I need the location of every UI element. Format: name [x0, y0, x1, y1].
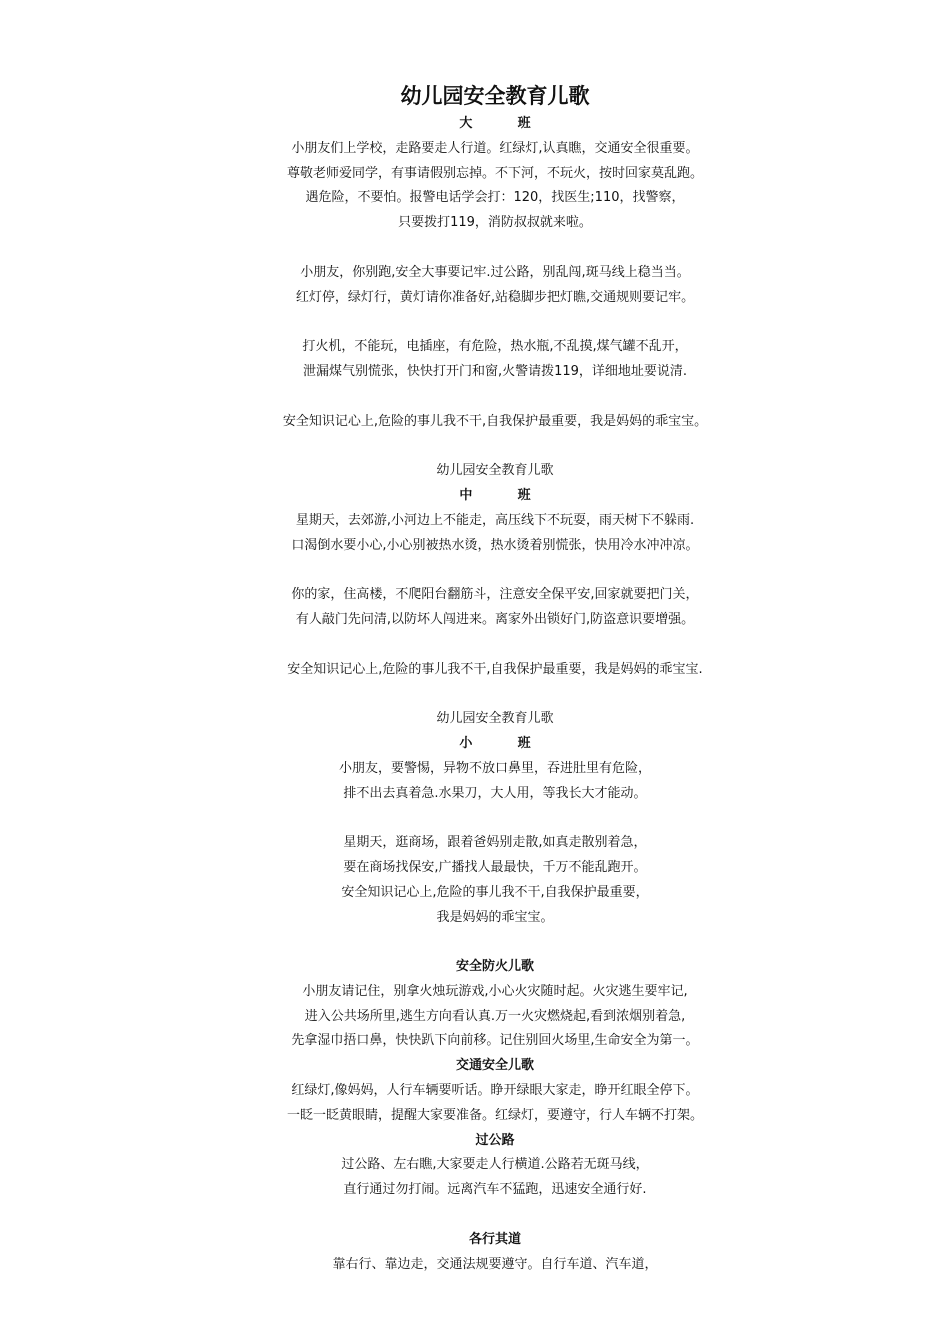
section-heading-traffic: 交通安全儿歌 [455, 1058, 534, 1074]
verse-line: 打火机，不能玩，电插座，有危险，热水瓶,不乱摸,煤气罐不乱开， [302, 339, 688, 355]
verse-line: 泄漏煤气别慌张，快快打开门和窗,火警请拨119，详细地址要说清. [302, 363, 688, 379]
stanza-gap [0, 1203, 950, 1228]
section-heading-lanes: 各行其道 [468, 1231, 521, 1247]
stanza-gap [0, 385, 950, 410]
stanza-gap [0, 682, 950, 707]
stanza-gap [0, 236, 950, 261]
verse-line: 红绿灯,像妈妈，人行车辆要听话。睁开绿眼大家走，睁开红眼全停下。 [291, 1083, 699, 1099]
class-label-large: 大 班 [459, 116, 531, 131]
verse-line: 先拿湿巾捂口鼻，快快趴下向前移。记住别回火场里,生命安全为第一。 [291, 1033, 699, 1049]
stanza-gap [0, 558, 950, 583]
verse-line: 安全知识记心上,危险的事儿我不干,自我保护最重要，我是妈妈的乖宝宝。 [282, 413, 708, 429]
verse-line: 直行通过勿打闹。远离汽车不猛跑，迅速安全通行好. [343, 1182, 647, 1198]
stanza-gap [0, 806, 950, 831]
verse-line: 过公路、左右瞧,大家要走人行横道.公路若无斑马线， [341, 1157, 649, 1173]
stanza-gap [0, 310, 950, 335]
verse-line: 进入公共场所里,逃生方向看认真.万一火灾燃烧起,看到浓烟别着急, [304, 1008, 686, 1024]
section-heading-road: 过公路 [475, 1132, 515, 1148]
stanza-gap [0, 434, 950, 459]
verse-line: 小朋友，要警惕，异物不放口鼻里，吞进肚里有危险， [338, 760, 651, 776]
class-label-small: 小 班 [459, 735, 531, 751]
verse-line: 安全知识记心上,危险的事儿我不干,自我保护最重要，我是妈妈的乖宝宝. [287, 661, 703, 677]
verse-line: 要在商场找保安,广播找人最最快，千万不能乱跑开。 [343, 859, 647, 875]
verse-line: 我是妈妈的乖宝宝。 [436, 909, 554, 925]
section-heading-fire: 安全防火儿歌 [455, 959, 534, 975]
document-page [0, 80, 950, 1277]
section-heading-middle: 幼儿园安全教育儿歌 [436, 463, 554, 479]
verse-line: 小朋友请记住，别拿火烛玩游戏,小心火灾随时起。火灾逃生要牢记, [302, 983, 688, 999]
class-label-middle: 中 班 [459, 487, 531, 503]
verse-line: 小朋友，你别跑,安全大事要记牢.过公路，别乱闯,斑马线上稳当当。 [300, 264, 690, 280]
verse-line: 一眨一眨黄眼睛，提醒大家要准备。红绿灯，要遵守，行人车辆不打架。 [286, 1107, 703, 1123]
stanza-gap [0, 633, 950, 658]
stanza-gap [0, 930, 950, 955]
section-heading-small: 幼儿园安全教育儿歌 [436, 711, 554, 727]
verse-line: 尊敬老师爱同学，有事请假别忘掉。不下河，不玩火，按时回家莫乱跑。 [286, 165, 703, 181]
verse-line: 遇危险，不要怕。报警电话学会打：120，找医生;110，找警察， [305, 190, 685, 206]
verse-line: 你的家，住高楼，不爬阳台翻筋斗，注意安全保平安,回家就要把门关， [291, 587, 699, 603]
verse-line: 星期天，逛商场，跟着爸妈别走散,如真走散别着急， [343, 835, 647, 851]
document-title: 幼儿园安全教育儿歌 [400, 84, 590, 108]
verse-line: 小朋友们上学校，走路要走人行道。红绿灯,认真瞧，交通安全很重要。 [291, 140, 699, 156]
verse-line: 红灯停，绿灯行，黄灯请你准备好,站稳脚步把灯瞧,交通规则要记牢。 [295, 289, 695, 305]
verse-line: 星期天，去郊游,小河边上不能走，高压线下不玩耍，雨天树下不躲雨. [295, 512, 695, 528]
verse-line: 口渴倒水要小心,小心别被热水烫，热水烫着别慌张，快用冷水冲冲凉。 [291, 537, 699, 553]
verse-line: 有人敲门先问清,以防坏人闯进来。离家外出锁好门,防盗意识要增强。 [295, 611, 695, 627]
verse-line: 靠右行、靠边走，交通法规要遵守。自行车道、汽车道， [332, 1256, 658, 1272]
verse-line: 只要拨打119，消防叔叔就来啦。 [398, 215, 592, 231]
verse-line: 安全知识记心上,危险的事儿我不干,自我保护最重要， [341, 884, 649, 900]
verse-line: 排不出去真着急.水果刀，大人用，等我长大才能动。 [343, 785, 647, 801]
